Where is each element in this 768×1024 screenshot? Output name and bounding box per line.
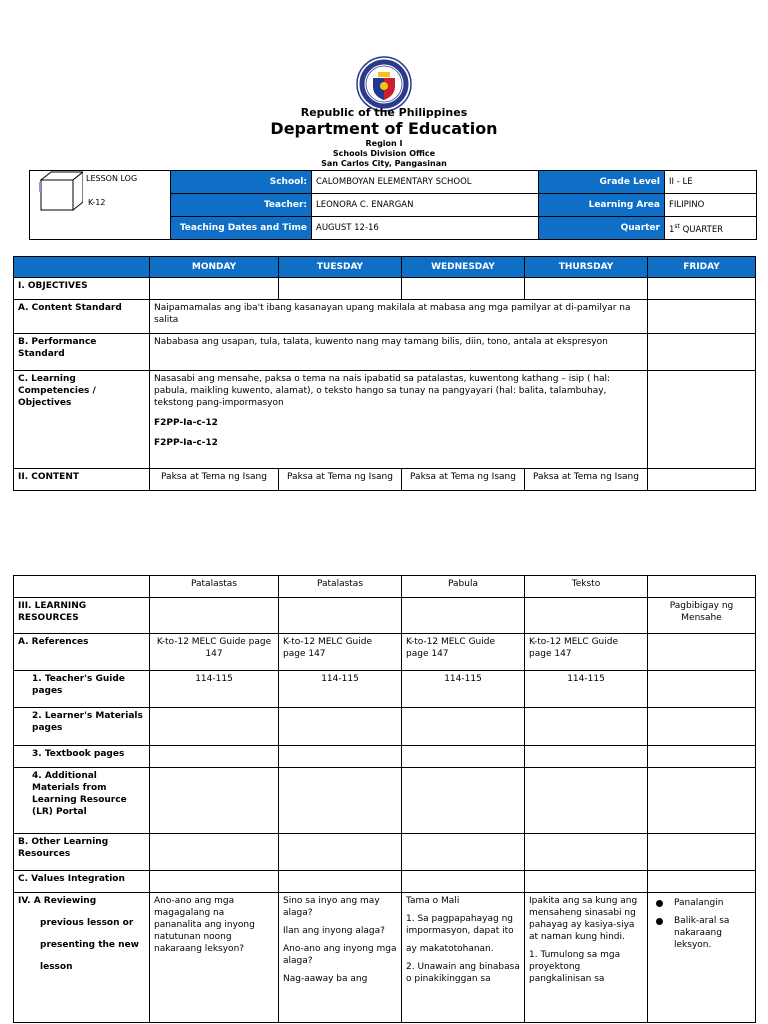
bullet-icon — [656, 918, 663, 925]
reference-wednesday: K-to-12 MELC Guide page 147 — [402, 634, 525, 671]
competencies-cell — [150, 371, 648, 469]
school-value: CALOMBOYAN ELEMENTARY SCHOOL — [312, 171, 539, 194]
content-cell-thursday: Paksa at Tema ng Isang — [525, 469, 648, 491]
department-heading: Department of Education — [270, 119, 498, 138]
objectives-table — [13, 256, 756, 491]
school-label: School: — [171, 171, 312, 194]
bullet-icon — [656, 900, 663, 907]
content-cell-wednesday: Paksa at Tema ng Isang — [402, 469, 525, 491]
competency-code-1: F2PP-Ia-c-12 — [154, 418, 218, 428]
other-resources-label: B. Other Learning Resources — [14, 834, 150, 871]
teacher-label: Teacher: — [171, 194, 312, 217]
lesson-info-table — [29, 170, 757, 240]
review-monday: Ano-ano ang mga magagalang na pananalita ang inyong natutunan noong nakaraang leksyon? — [150, 893, 279, 1023]
tg-pages-thursday: 114-115 — [525, 671, 648, 708]
tg-pages-wednesday: 114-115 — [402, 671, 525, 708]
topic-tuesday: Patalastas — [279, 576, 402, 598]
review-thursday: Ipakita ang sa kung ang mensaheng sinasabi ng pahayag ay kasiya-siya at naman kung hindi. 1. Tumulong sa mga proyektong pangkalinisan sa — [525, 893, 648, 1023]
performance-standard-label: B. Performance Standard — [14, 334, 150, 371]
objectives-label: I. OBJECTIVES — [14, 278, 150, 300]
resources-table — [13, 575, 756, 1023]
content-standard-label: A. Content Standard — [14, 300, 150, 334]
learning-resources-label: III. LEARNING RESOURCES — [14, 598, 150, 634]
day-header-friday: FRIDAY — [648, 257, 756, 278]
reviewing-label: IV. A Reviewing previous lesson or presenting the new lesson — [14, 893, 150, 1023]
reference-tuesday: K-to-12 MELC Guide page 147 — [279, 634, 402, 671]
content-cell-tuesday: Paksa at Tema ng Isang — [279, 469, 402, 491]
reference-monday: K-to-12 MELC Guide page 147 — [150, 634, 279, 671]
learning-area-value: FILIPINO — [665, 194, 757, 217]
cube-logo-icon — [39, 170, 83, 212]
tg-pages-monday: 114-115 — [150, 671, 279, 708]
review-friday — [648, 893, 756, 1023]
grade-level-value: II - LE — [665, 171, 757, 194]
competency-code-2: F2PP-Ia-c-12 — [154, 438, 218, 448]
quarter-value: 1st QUARTER — [665, 217, 757, 240]
list-item: Balik-aral sa nakaraang leksyon. — [652, 915, 751, 951]
city-heading: San Carlos City, Pangasinan — [321, 159, 447, 168]
day-header-wednesday: WEDNESDAY — [402, 257, 525, 278]
quarter-label: Quarter — [539, 217, 665, 240]
review-wednesday: Tama o Mali 1. Sa pagpapahayag ng impormasyon, dapat ito ay makatotohanan. 2. Unawain ang binabasa o pinakikinggan sa — [402, 893, 525, 1023]
content-standard-text: Naipamamalas ang iba't ibang kasanayan upang makilala at mabasa ang mga pamilyar at di-pamilyar na salita — [150, 300, 648, 334]
friday-message-text: Pagbibigay ng Mensahe — [648, 598, 756, 634]
references-label: A. References — [14, 634, 150, 671]
day-header-thursday: THURSDAY — [525, 257, 648, 278]
republic-heading: Republic of the Philippines — [300, 106, 468, 119]
additional-materials-label: 4. Additional Materials from Learning Resource (LR) Portal — [14, 768, 150, 834]
teacher-value: LEONORA C. ENARGAN — [312, 194, 539, 217]
teachers-guide-label: 1. Teacher's Guide pages — [14, 671, 150, 708]
grade-level-label: Grade Level — [539, 171, 665, 194]
topic-thursday: Teksto — [525, 576, 648, 598]
review-tuesday: Sino sa inyo ang may alaga? Ilan ang inyong alaga? Ano-ano ang inyong mga alaga? Nag-aaway ba ang — [279, 893, 402, 1023]
topic-monday: Patalastas — [150, 576, 279, 598]
competencies-text: Nasasabi ang mensahe, paksa o tema na nais ipabatid sa patalastas, kuwentong kathang – isip ( hal: pabula, maikling kuwento, alamat), o teksto hango sa tunay na pangyayari (hal: balita, talambuhay, tekstong pang-impormasyon — [154, 374, 611, 408]
textbook-pages-label: 3. Textbook pages — [14, 746, 150, 768]
deped-seal-icon — [356, 56, 412, 112]
day-header-monday: MONDAY — [150, 257, 279, 278]
tg-pages-tuesday: 114-115 — [279, 671, 402, 708]
k12-label: K-12 — [88, 198, 106, 207]
learning-area-label: Learning Area — [539, 194, 665, 217]
day-header-blank — [14, 257, 150, 278]
content-cell-monday: Paksa at Tema ng Isang — [150, 469, 279, 491]
teaching-dates-label: Teaching Dates and Time — [171, 217, 312, 240]
lesson-log-label: LESSON LOG — [86, 174, 138, 183]
topic-wednesday: Pabula — [402, 576, 525, 598]
content-label: II. CONTENT — [14, 469, 150, 491]
teaching-dates-value: AUGUST 12-16 — [312, 217, 539, 240]
performance-standard-text: Nababasa ang usapan, tula, talata, kuwento nang may tamang bilis, diin, tono, antala at ekspresyon — [150, 334, 648, 371]
competencies-label: C. Learning Competencies / Objectives — [14, 371, 150, 469]
day-header-tuesday: TUESDAY — [279, 257, 402, 278]
region-heading: Region I — [365, 139, 403, 148]
list-item: Panalangin — [652, 897, 751, 909]
division-heading: Schools Division Office — [332, 149, 436, 158]
learners-materials-label: 2. Learner's Materials pages — [14, 708, 150, 746]
values-integration-label: C. Values Integration — [14, 871, 150, 893]
reference-thursday: K-to-12 MELC Guide page 147 — [525, 634, 648, 671]
